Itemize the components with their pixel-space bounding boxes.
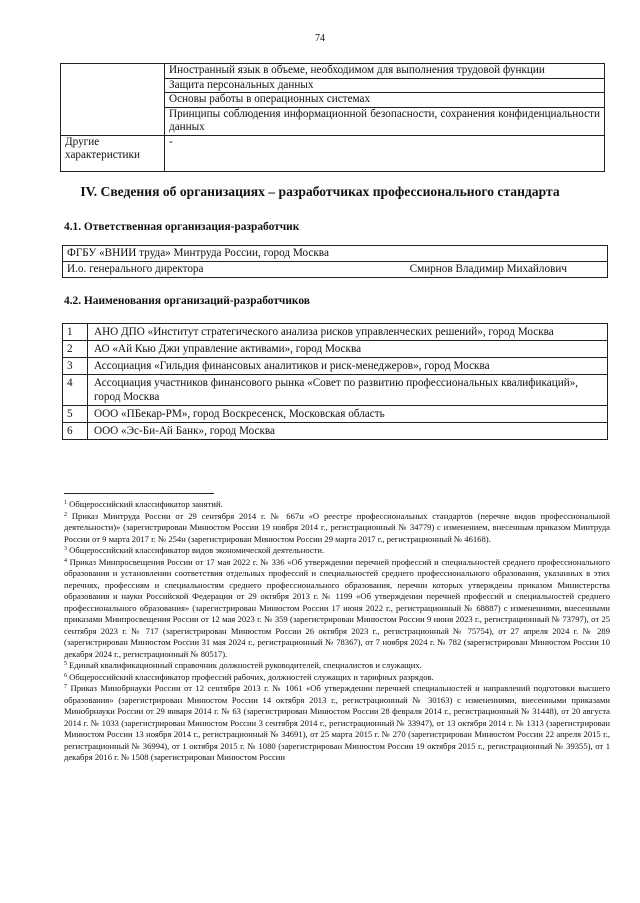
knowledge-item: Иностранный язык в объеме, необходимом для выполнения трудовой функции bbox=[165, 64, 605, 79]
knowledge-item: Основы работы в операционных системах bbox=[165, 93, 605, 108]
org-number: 5 bbox=[63, 406, 88, 423]
subsection-title-responsible: 4.1. Ответственная организация-разработчик bbox=[64, 221, 300, 233]
signatory-position: И.о. генерального директора bbox=[67, 263, 204, 275]
responsible-org-name: ФГБУ «ВНИИ труда» Минтруда России, город Москва bbox=[63, 246, 608, 262]
responsible-org-table bbox=[62, 245, 608, 278]
empty-label-cell bbox=[61, 64, 165, 136]
knowledge-item: Принципы соблюдения информационной безопасности, сохранения конфиденциальности данных bbox=[165, 107, 605, 135]
footnote: $^7$ Приказ Минобрнауки России от 12 сентября 2013 г. № 1061 «Об утверждении перечней специальностей и направлений подготовки высшего образования» (зарегистрирован Минюстом России 14 октября 2013 г., регистрационный № 30163) с изменениями, внесенными приказами Минобрнауки России от 29 января 2014 г. № 63 (зарегистрирован Минюстом России 28 февраля 2014 г., регистрационный № 31448), от 20 августа 2014 г. № 1033 (зарегистрирован Минюстом России 3 сентября 2014 г., регистрационный № 33947), от 13 октября 2014 г. № 1313 (зарегистрирован Минюстом России 13 ноября 2014 г., регистрационный № 34691), от 25 марта 2015 г. № 270 (зарегистрирован Минюстом России 22 апреля 2015 г., регистрационный № 36994), от 1 октября 2015 г. № 1080 (зарегистрирован Минюстом России 19 октября 2015 г., регистрационный № 39355), от 1 декабря 2016 г. № 1508 (зарегистрирован Минюстом России bbox=[64, 683, 610, 762]
table-row bbox=[63, 324, 608, 341]
characteristics-table bbox=[60, 63, 605, 172]
knowledge-item: Защита персональных данных bbox=[165, 78, 605, 93]
table-row bbox=[63, 375, 608, 406]
org-name: Ассоциация участников финансового рынка «Совет по развитию профессиональных квалификаций», город Москва bbox=[88, 375, 608, 406]
org-name: ООО «ПБекар-РМ», город Воскресенск, Московская область bbox=[88, 406, 608, 423]
footnote: $^3$ Общероссийский классификатор видов экономической деятельности. bbox=[64, 545, 325, 555]
other-characteristics-label: Другие характеристики bbox=[61, 135, 165, 171]
other-characteristics-value: - bbox=[165, 135, 605, 171]
org-number: 4 bbox=[63, 375, 88, 406]
section-title: IV. Сведения об организациях – разработчиках профессионального стандарта bbox=[80, 184, 560, 199]
org-name: ООО «Эс-Би-Ай Банк», город Москва bbox=[88, 423, 608, 440]
org-name: АО «Ай Кью Джи управление активами», город Москва bbox=[88, 341, 608, 358]
table-row bbox=[63, 423, 608, 440]
org-number: 2 bbox=[63, 341, 88, 358]
table-row bbox=[63, 406, 608, 423]
footnote: $^2$ Приказ Минтруда России от 29 сентября 2014 г. № 667н «О реестре профессиональных стандартов (перечне видов профессиональной деятельности)» (зарегистрирован Минюстом России 19 ноября 2014 г., регистрационный № 34779) с изменением, внесенным приказом Минтруда России от 9 марта 2017 г. № 254н (зарегистрирован Минюстом России 29 марта 2017 г., регистрационный № 46168). bbox=[64, 510, 610, 544]
table-row bbox=[63, 341, 608, 358]
footnote: $^6$ Общероссийский классификатор профессий рабочих, должностей служащих и тарифных разрядов. bbox=[64, 671, 434, 682]
footnote: $^5$ Единый квалификационный справочник должностей руководителей, специалистов и служащих. bbox=[64, 660, 422, 670]
org-number: 1 bbox=[63, 324, 88, 341]
footnote: $^1$ Общероссийский классификатор занятий. bbox=[64, 499, 223, 509]
org-number: 6 bbox=[63, 423, 88, 440]
org-name: Ассоциация «Гильдия финансовых аналитиков и риск-менеджеров», город Москва bbox=[88, 358, 608, 375]
page-number: 74 bbox=[315, 33, 325, 44]
footnotes bbox=[64, 499, 610, 764]
footnote-divider bbox=[64, 493, 214, 494]
org-name: АНО ДПО «Институт стратегического анализа рисков управленческих решений», город Москва bbox=[88, 324, 608, 341]
table-row bbox=[63, 358, 608, 375]
developer-orgs-table bbox=[62, 323, 608, 440]
footnote: $^4$ Приказ Минпросвещения России от 17 мая 2022 г. № 336 «Об утверждении перечней профессий и специальностей среднего профессионального образования и установлении соответствия отдельных профессий и специальностей среднего профессионального образования, указанных в этих перечнях, профессиям и специальностям среднего профессионального образования, перечни которых утверждены приказом Министерства образования и науки Российской Федерации от 29 октября 2013 г. № 1199 «Об утверждении перечней профессий и специальностей среднего профессионального образования» (зарегистрирован Минюстом России 17 июня 2022 г., регистрационный № 68887) с изменениями, внесенными приказами Минпросвещения России от 12 мая 2023 г. № 359 (зарегистрирован Минюстом России 9 июня 2023 г., регистрационный № 73797), от 25 сентября 2023 г. № 717 (зарегистрирован Минюстом России 26 октября 2023 г., регистрационный № 75754), от 27 апреля 2024 г. № 289 (зарегистрирован Минюстом России 31 мая 2024 г., регистрационный № 78367), от 7 ноября 2024 г. № 782 (зарегистрирован Минюстом России 10 декабря 2024 г., регистрационный № 80517). bbox=[64, 556, 610, 659]
signatory-name: Смирнов Владимир Михайлович bbox=[409, 263, 567, 275]
org-number: 3 bbox=[63, 358, 88, 375]
signatory-row bbox=[63, 262, 608, 278]
subsection-title-developers: 4.2. Наименования организаций-разработчиков bbox=[64, 295, 310, 307]
